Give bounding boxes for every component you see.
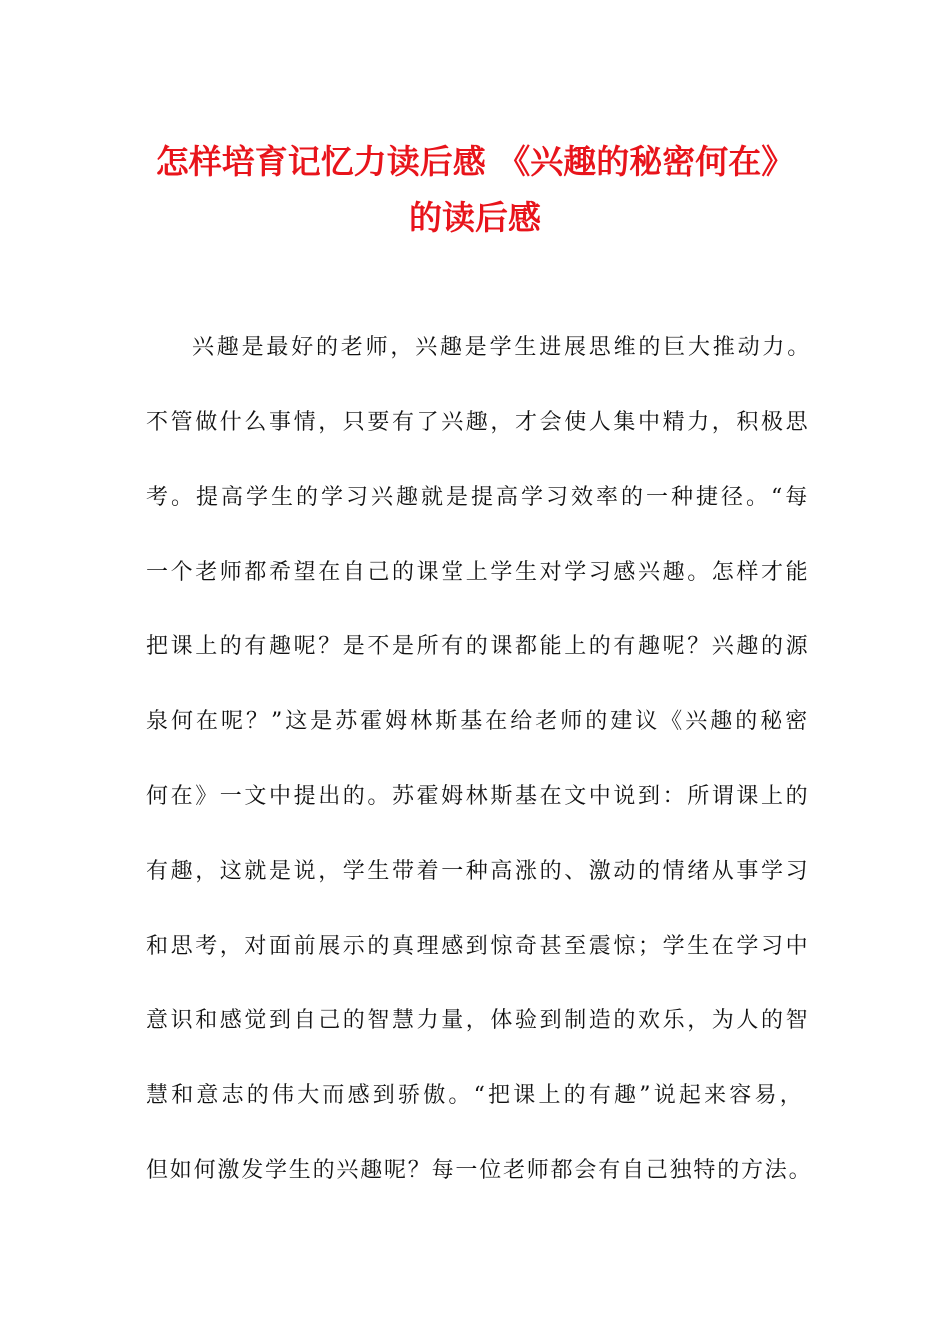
body-paragraph-line: 一个老师都希望在自己的课堂上学生对学习感兴趣。怎样才能 bbox=[146, 560, 811, 585]
body-paragraph-line: 有趣，这就是说，学生带着一种高涨的、激动的情绪从事学习 bbox=[146, 859, 811, 884]
body-paragraph-line: 何在》一文中提出的。苏霍姆林斯基在文中说到：所谓课上的 bbox=[146, 784, 811, 809]
document-title-line-1: 怎样培育记忆力读后感 《兴趣的秘密何在》 bbox=[155, 142, 795, 181]
body-paragraph-line: 不管做什么事情，只要有了兴趣，才会使人集中精力，积极思 bbox=[146, 410, 811, 435]
body-paragraph-line: 和思考，对面前展示的真理感到惊奇甚至震惊；学生在学习中 bbox=[146, 934, 811, 959]
body-paragraph-line: 意识和感觉到自己的智慧力量，体验到制造的欢乐，为人的智 bbox=[146, 1008, 811, 1033]
body-paragraph-line: 但如何激发学生的兴趣呢？每一位老师都会有自己独特的方法。 bbox=[146, 1158, 813, 1183]
body-paragraph-line: 泉何在呢？”这是苏霍姆林斯基在给老师的建议《兴趣的秘密 bbox=[146, 709, 811, 734]
body-paragraph-line: 慧和意志的伟大而感到骄傲。“把课上的有趣”说起来容易， bbox=[146, 1083, 805, 1108]
body-paragraph-line: 把课上的有趣呢？是不是所有的课都能上的有趣呢？兴趣的源 bbox=[146, 634, 811, 659]
body-paragraph-line: 考。提高学生的学习兴趣就是提高学习效率的一种捷径。“每 bbox=[146, 485, 811, 510]
body-paragraph-line: 兴趣是最好的老师，兴趣是学生进展思维的巨大推动力。 bbox=[192, 335, 813, 360]
document-title-line-2: 的读后感 bbox=[409, 198, 541, 237]
